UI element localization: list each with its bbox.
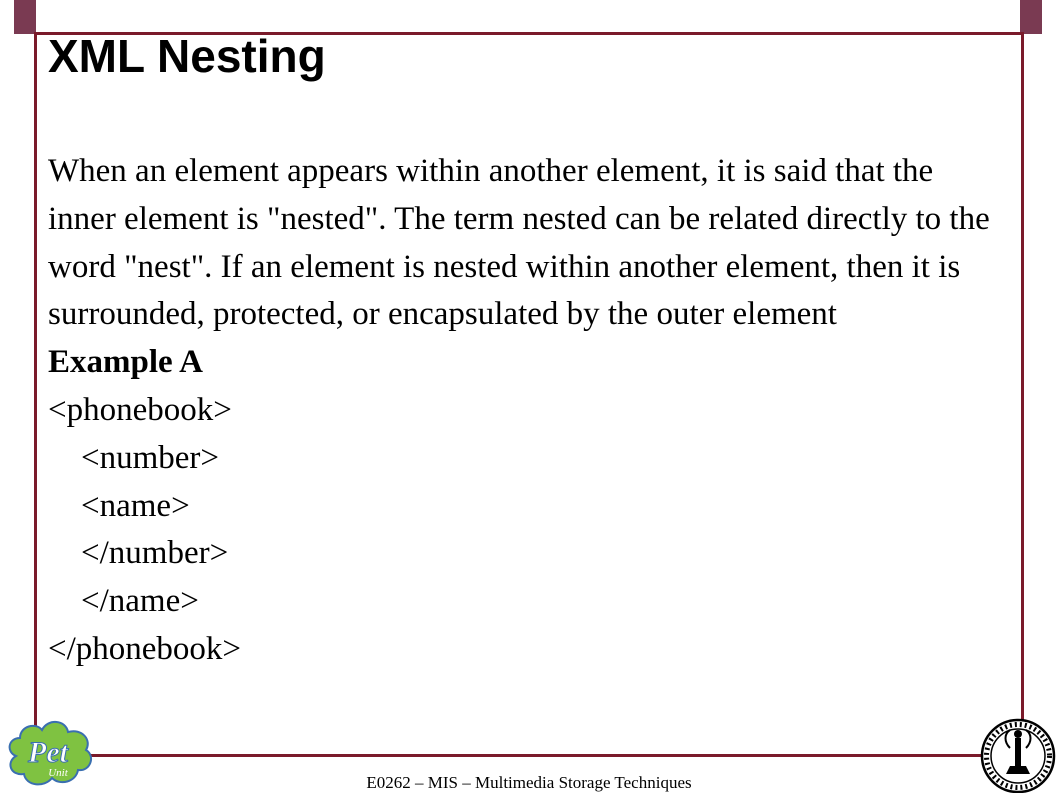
code-line-phonebook-open: <phonebook> bbox=[48, 391, 232, 428]
code-line-phonebook-close: </phonebook> bbox=[48, 630, 242, 667]
slide-title: XML Nesting bbox=[48, 30, 326, 82]
code-line-number-open: <number> bbox=[81, 439, 220, 476]
svg-text:Unit: Unit bbox=[48, 767, 68, 779]
code-line-number-close: </number> bbox=[81, 535, 229, 572]
example-label: Example A bbox=[48, 344, 203, 381]
body-paragraph: When an element appears within another element, it is said that the inner element is "nested". The term nested can be related directly to the word "nest". If an element is nested within another element, then it is surrounded, protected, or encapsulated by the outer element bbox=[48, 153, 990, 333]
svg-text:Pet: Pet bbox=[28, 736, 68, 769]
code-line-name-close: </name> bbox=[81, 583, 199, 620]
top-right-accent-bar bbox=[1020, 0, 1042, 34]
code-line-name-open: <name> bbox=[81, 487, 190, 524]
slide-content bbox=[48, 148, 998, 674]
top-left-accent-bar bbox=[14, 0, 36, 34]
footer-course-title: E0262 – MIS – Multimedia Storage Techniques bbox=[366, 773, 692, 792]
